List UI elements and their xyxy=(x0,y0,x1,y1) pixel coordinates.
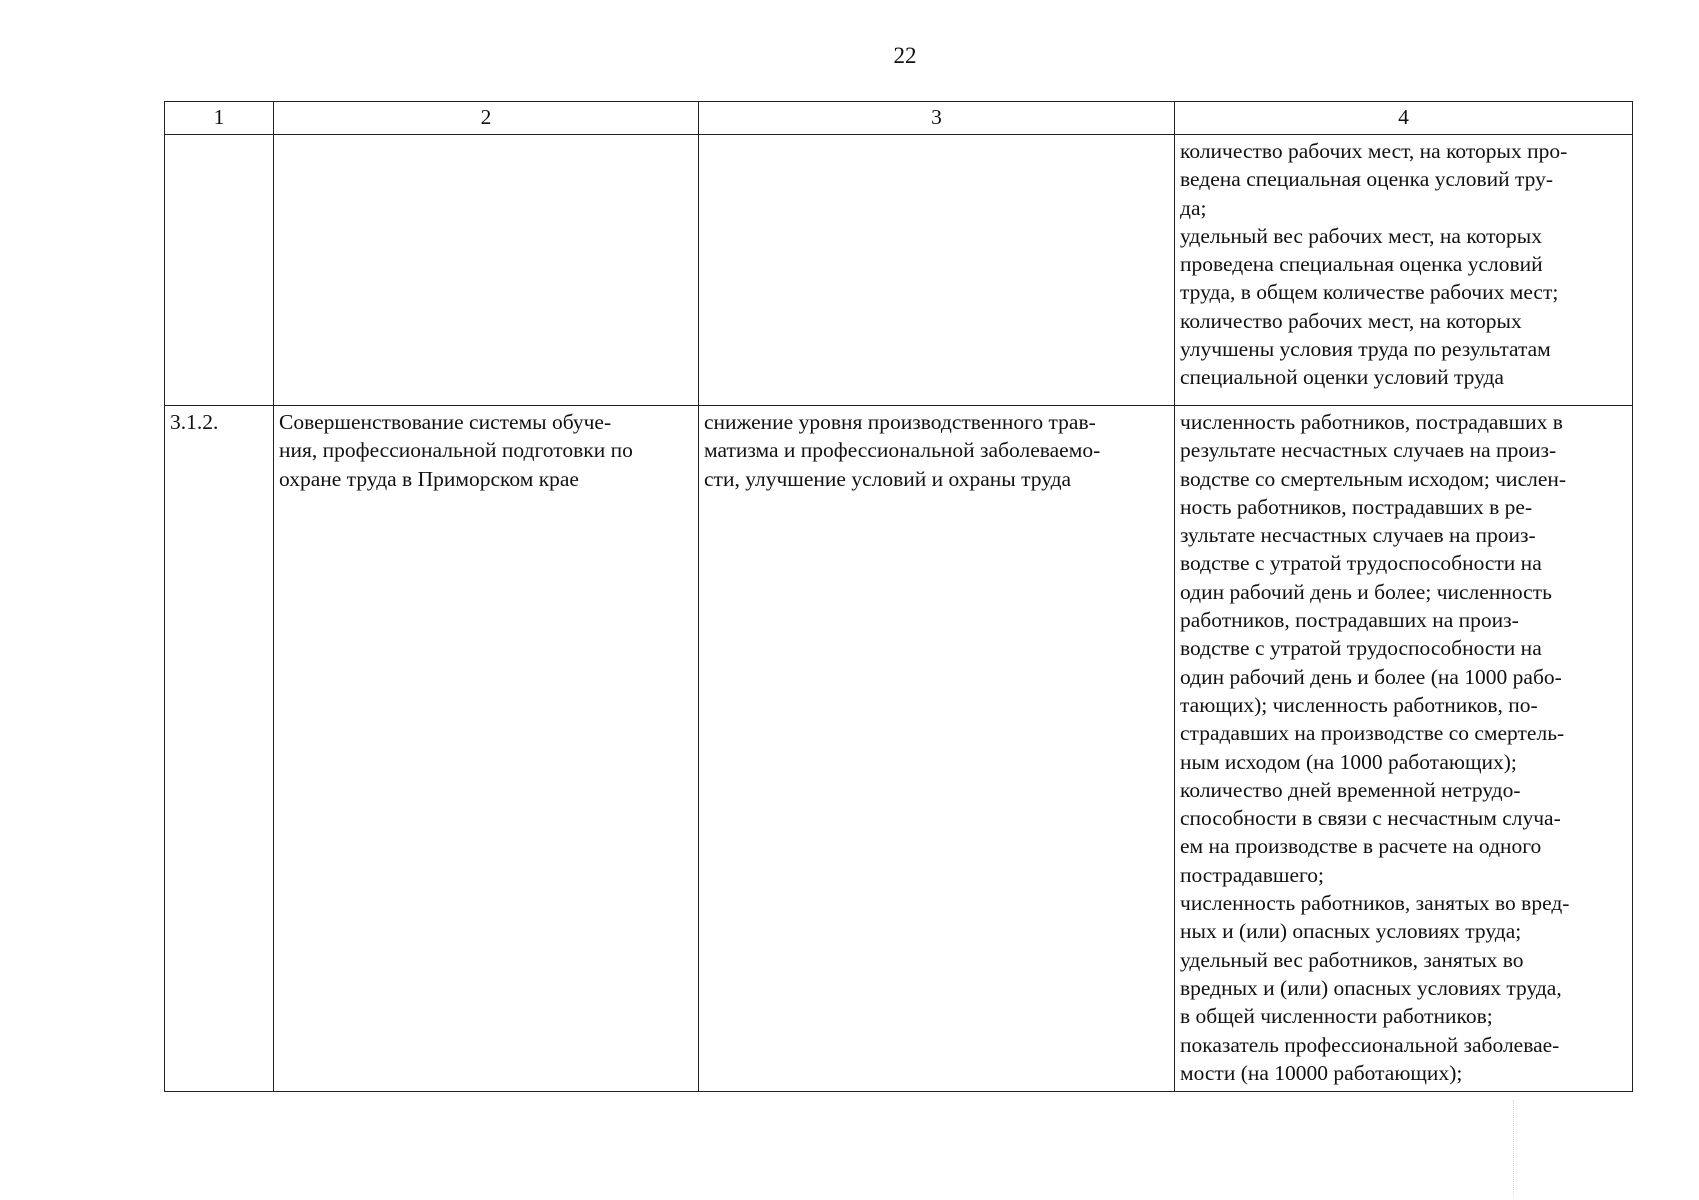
table-row xyxy=(165,135,1633,406)
table-cell xyxy=(699,406,1175,1092)
column-header-2: 2 xyxy=(274,102,699,135)
cell-item-number: 3.1.2. xyxy=(170,410,219,434)
column-header-4: 4 xyxy=(1175,102,1633,135)
table-cell xyxy=(165,406,274,1092)
column-header-1: 1 xyxy=(165,102,274,135)
cell-indicators: численность работников, пострадавших в результате несчастных случаев на произ- водстве со смертельным исходом; числен- ность работников, пострадавших в ре- зультате несчастных случаев на произ- водстве с утратой трудоспособности на один рабочий день и более; численность работников, пострадавших на произ- водстве с утратой трудоспособности на один рабочий день и более (на 1000 рабо- тающих); численность работников, по- страдавших на производстве со смертель- ным исходом (на 1000 работающих); количество дней временной нетрудо- способности в связи с несчастным случа- ем на производстве в расчете на одного пострадавшего; численность работников, занятых во вред- ных и (или) опасных условиях труда; удельный вес работников, занятых во вредных и (или) опасных условиях труда, в общей численности работников; показатель профессиональной заболевае- мости (на 10000 работающих); xyxy=(1180,410,1570,1085)
table-cell xyxy=(1175,135,1633,406)
table-cell xyxy=(274,406,699,1092)
cell-indicators: количество рабочих мест, на которых про- ведена специальная оценка условий тру- да; удельный вес рабочих мест, на которых проведена специальная оценка условий труда, в общем количестве рабочих мест; количество рабочих мест, на которых улучшены условия труда по результатам специальной оценки условий труда xyxy=(1180,139,1568,390)
scan-artifact xyxy=(1513,1100,1516,1196)
cell-expected-result: снижение уровня производственного трав- матизма и профессиональной заболеваемо- сти, улучшение условий и охраны труда xyxy=(704,410,1101,491)
cell-measure-name: Совершенствование системы обуче- ния, профессиональной подготовки по охране труда в Приморском крае xyxy=(279,410,633,491)
column-header-3: 3 xyxy=(699,102,1175,135)
page-number: 22 xyxy=(893,43,917,68)
table-cell xyxy=(699,135,1175,406)
table-cell xyxy=(165,135,274,406)
table-cell xyxy=(1175,406,1633,1092)
table-row xyxy=(165,406,1633,1092)
indicators-table xyxy=(164,101,1633,1092)
table-cell xyxy=(274,135,699,406)
table-header-row xyxy=(165,102,1633,135)
